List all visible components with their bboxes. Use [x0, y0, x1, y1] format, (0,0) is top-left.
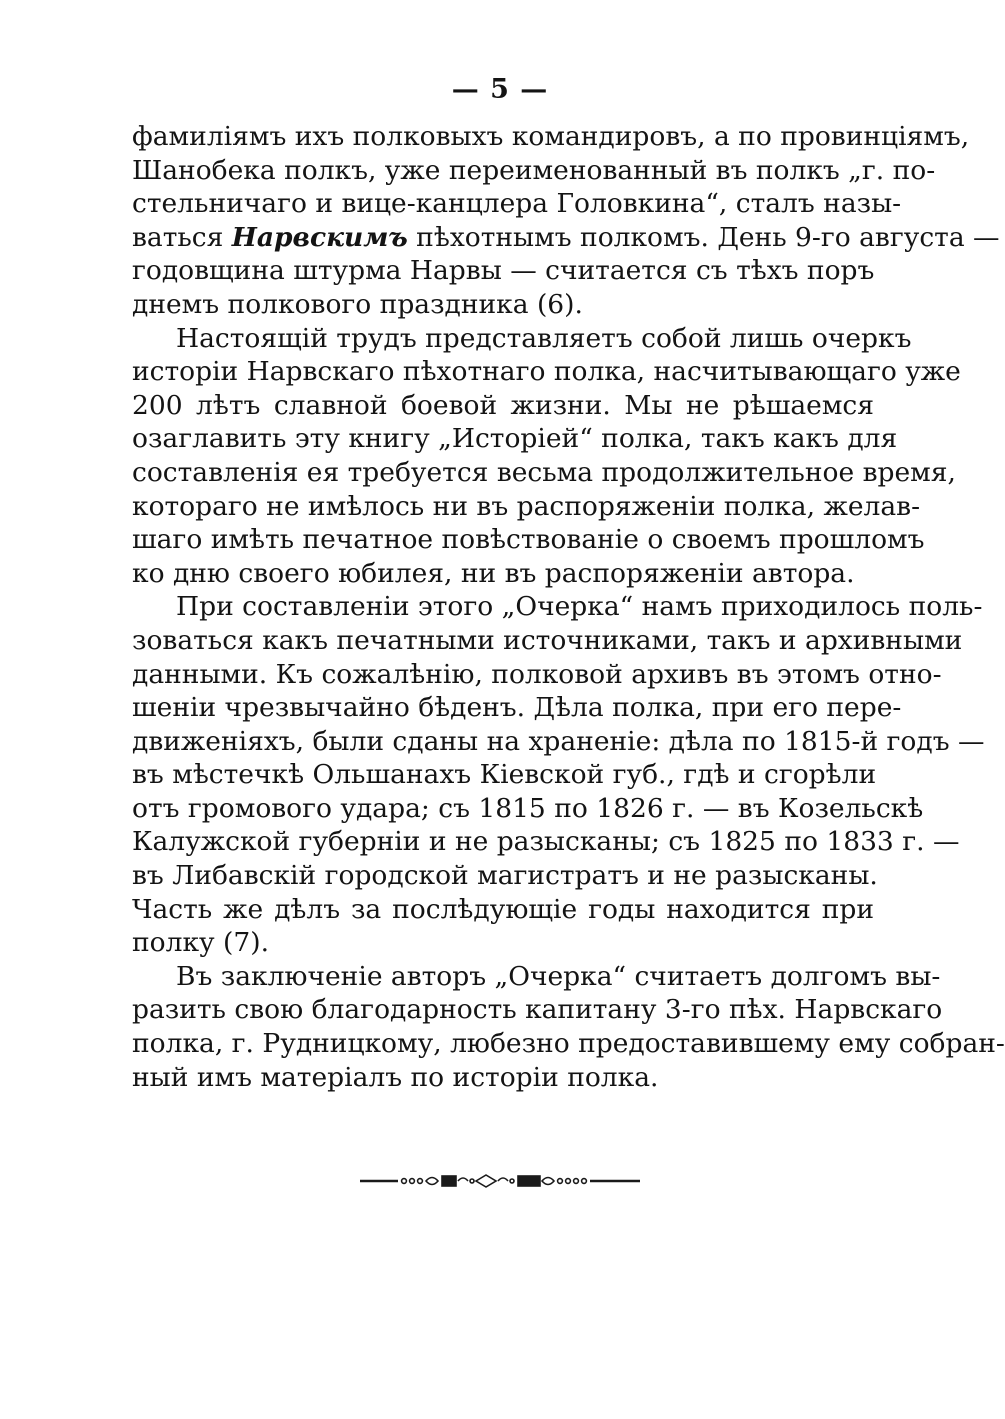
- text-line: полка, г. Рудницкому, любезно предоставившему ему собран-: [132, 1028, 1005, 1060]
- text-line: Настоящій трудъ представляетъ собой лишь очеркъ: [176, 322, 912, 354]
- text-line: зоваться какъ печатными источниками, такъ и архивными: [132, 624, 963, 656]
- italic-regiment-name: Нарвскимъ: [231, 221, 408, 253]
- text-line: шеніи чрезвычайно бѣденъ. Дѣла полка, при его пере-: [132, 692, 902, 724]
- text-line: котораго не имѣлось ни въ распоряженіи полка, желав-: [132, 490, 921, 522]
- paragraph: [132, 322, 961, 591]
- text-line: ный имъ матеріалъ по исторіи полка.: [132, 1061, 659, 1093]
- paragraph: [132, 960, 1005, 1094]
- text-line: отъ громового удара; съ 1815 по 1826 г. — въ Козельскѣ: [132, 792, 924, 824]
- text-line: ко дню своего юбилея, ни въ распоряженіи автора.: [132, 557, 855, 589]
- text-line: въ мѣстечкѣ Ольшанахъ Кіевской губ., гдѣ и сгорѣли: [132, 759, 877, 791]
- text-run: пѣхотнымъ полкомъ. День 9-го августа —: [407, 221, 1000, 253]
- text-line: шаго имѣть печатное повѣствованіе о своемъ прошломъ: [132, 524, 925, 556]
- decorative-end-ornament: [358, 1170, 642, 1192]
- text-line: 200 лѣтъ славной боевой жизни. Мы не рѣшаемся: [132, 389, 874, 421]
- text-line: полку (7).: [132, 927, 269, 959]
- text-line: днемъ полкового праздника (6).: [132, 288, 583, 320]
- text-line: Въ заключеніе авторъ „Очерка“ считаетъ долгомъ вы-: [176, 960, 941, 992]
- text-run: ваться: [132, 221, 232, 253]
- text-line: движеніяхъ, были сданы на храненіе: дѣла по 1815-й годъ —: [132, 725, 985, 757]
- paragraph: [132, 120, 1000, 322]
- text-line: разить свою благодарность капитану 3-го пѣх. Нарвскаго: [132, 994, 943, 1026]
- text-line: въ Либавскій городской магистратъ и не разысканы.: [132, 860, 878, 892]
- text-line: озаглавить эту книгу „Исторіей“ полка, такъ какъ для: [132, 423, 898, 455]
- body-text: [132, 120, 1005, 1094]
- text-line: Калужской губерніи и не разысканы; съ 1825 по 1833 г. —: [132, 826, 960, 858]
- text-line: данными. Къ сожалѣнію, полковой архивъ въ этомъ отно-: [132, 658, 942, 690]
- text-line: При составленіи этого „Очерка“ намъ приходилось поль-: [176, 591, 983, 623]
- page-number: — 5 —: [451, 74, 549, 105]
- text-line: Часть же дѣлъ за послѣдующіе годы находится при: [132, 893, 874, 925]
- text-line: Шанобека полкъ, уже переименованный въ полкъ „г. по-: [132, 154, 936, 186]
- text-line: исторіи Нарвскаго пѣхотнаго полка, насчитывающаго уже: [132, 356, 961, 388]
- paragraph: [132, 590, 985, 960]
- text-line: стельничаго и вице-канцлера Головкина“, сталъ назы-: [132, 188, 902, 220]
- text-line: годовщина штурма Нарвы — считается съ тѣхъ поръ: [132, 255, 875, 287]
- text-line: фамиліямъ ихъ полковыхъ командировъ, а по провинціямъ,: [132, 121, 970, 152]
- text-line: составленія ея требуется весьма продолжительное время,: [132, 456, 956, 488]
- text-line: [132, 221, 1000, 255]
